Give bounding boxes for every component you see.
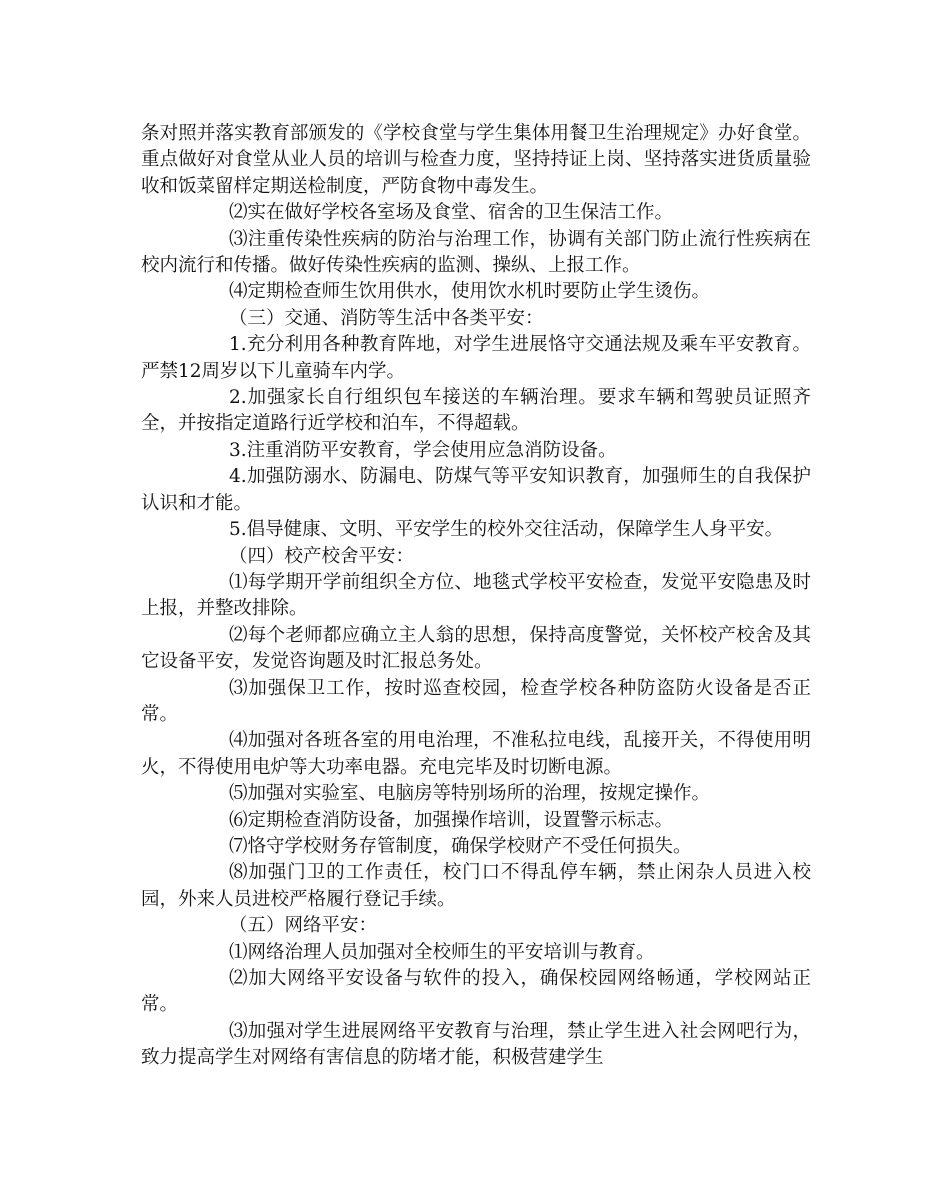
paragraph: ⑻加强门卫的工作责任，校门口不得乱停车辆，禁止闲杂人员进入校园，外来人员进校严格履行登记手续。 [141, 862, 811, 910]
paragraph: ⑹定期检查消防设备，加强操作培训，设置警示标志。 [229, 809, 674, 831]
paragraph: 3.注重消防平安教育，学会使用应急消防设备。 [229, 439, 617, 461]
paragraph: ⑴每学期开学前组织全方位、地毯式学校平安检查，发觉平安隐患及时上报，并整改排除。 [141, 571, 811, 620]
document-body [141, 121, 811, 1072]
paragraph: ⑷定期检查师生饮用供水，使用饮水机时要防止学生烫伤。 [229, 281, 711, 303]
paragraph: 4.加强防溺水、防漏电、防煤气等平安知识教育，加强师生的自我保护认识和才能。 [141, 466, 811, 514]
section-heading: （五）网络平安： [229, 915, 378, 937]
paragraph: ⑷加强对各班各室的用电治理，不准私拉电线，乱接开关，不得使用明火，不得使用电炉等大功率电器。充电完毕及时切断电源。 [141, 730, 811, 778]
paragraph: ⑴网络治理人员加强对全校师生的平安培训与教育。 [229, 941, 655, 963]
section-heading: （四）校产校舍平安： [229, 545, 415, 567]
paragraph: 5.倡导健康、文明、平安学生的校外交往活动，保障学生人身平安。 [229, 519, 784, 541]
paragraph: ⑵加大网络平安设备与软件的投入，确保校园网络畅通，学校网站正常。 [141, 968, 811, 1016]
paragraph: ⑺恪守学校财务存管制度，确保学校财产不受任何损失。 [229, 835, 692, 857]
paragraph: ⑶加强保卫工作，按时巡查校园，检查学校各种防盗防火设备是否正常。 [141, 677, 811, 725]
section-heading: （三）交通、消防等生活中各类平安： [229, 307, 544, 329]
paragraph: ⑵每个老师都应确立主人翁的思想，保持高度警觉，关怀校产校舍及其它设备平安，发觉咨询题及时汇报总务处。 [141, 624, 811, 673]
paragraph: 1.充分利用各种教育阵地，对学生进展恪守交通法规及乘车平安教育。严禁12周岁以下儿童骑车内学。 [141, 334, 811, 382]
paragraph: 条对照并落实教育部颁发的《学校食堂与学生集体用餐卫生治理规定》办好食堂。重点做好对食堂从业人员的培训与检查力度，坚持持证上岗、坚持落实进货质量验收和饭菜留样定期送检制度，严防食物中毒发生。 [141, 123, 811, 197]
paragraph: ⑸加强对实验室、电脑房等特别场所的治理，按规定操作。 [229, 783, 711, 805]
paragraph: ⑶注重传染性疾病的防治与治理工作，协调有关部门防止流行性疾病在校内流行和传播。做好传染性疾病的监测、操纵、上报工作。 [141, 228, 811, 277]
paragraph: ⑵实在做好学校各室场及食堂、宿舍的卫生保洁工作。 [229, 202, 674, 224]
paragraph: ⑶加强对学生进展网络平安教育与治理，禁止学生进入社会网吧行为，致力提高学生对网络有害信息的防堵才能，积极营建学生 [141, 1020, 811, 1069]
paragraph: 2.加强家长自行组织包车接送的车辆治理。要求车辆和驾驶员证照齐全，并按指定道路行近学校和泊车，不得超载。 [141, 387, 811, 435]
